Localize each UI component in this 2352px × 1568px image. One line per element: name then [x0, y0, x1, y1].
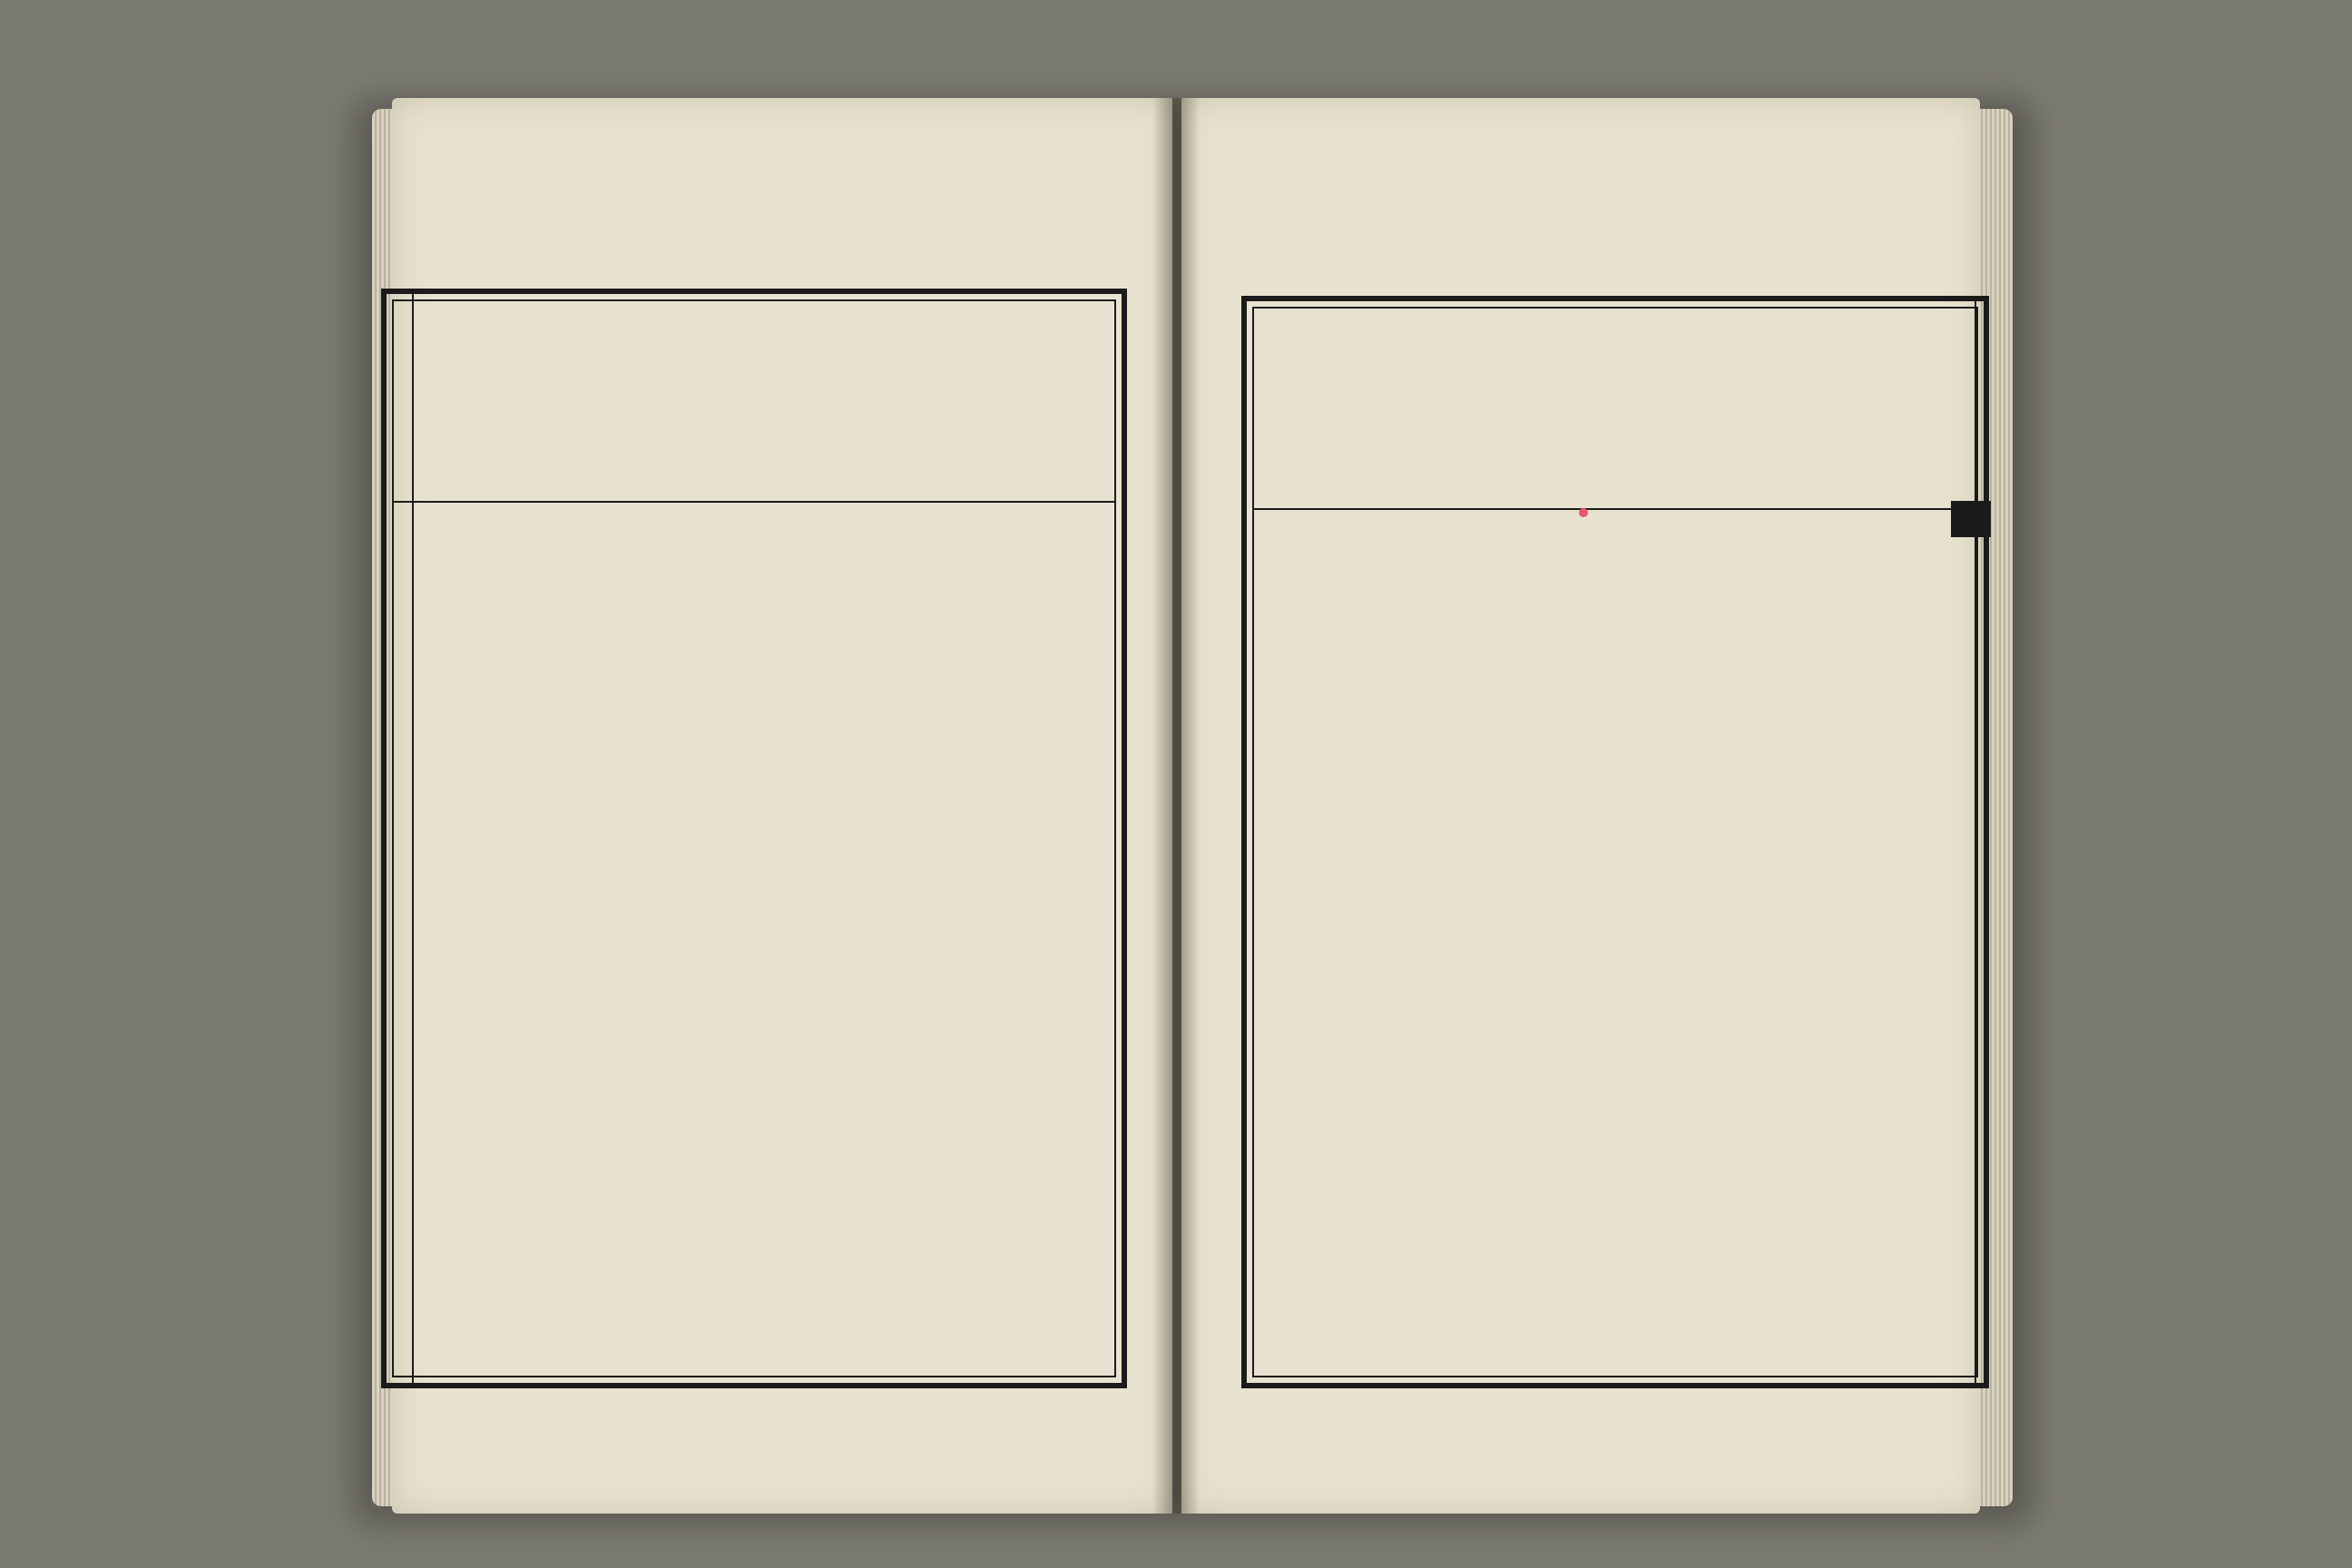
- red-ink-mark: [1579, 508, 1588, 517]
- right-margin-rule: [1975, 296, 1976, 1388]
- left-frame-inner-rule: [392, 299, 1116, 1377]
- right-frame-inner-rule: [1252, 307, 1978, 1377]
- right-title-ornament: [1951, 501, 1991, 537]
- left-header-band-rule: [392, 501, 1116, 503]
- right-text-frame: [1241, 296, 1989, 1388]
- left-margin-rule: [412, 289, 414, 1388]
- left-text-frame: [381, 289, 1127, 1388]
- right-header-band-rule: [1252, 508, 1978, 510]
- book-gutter: [1152, 98, 1200, 1514]
